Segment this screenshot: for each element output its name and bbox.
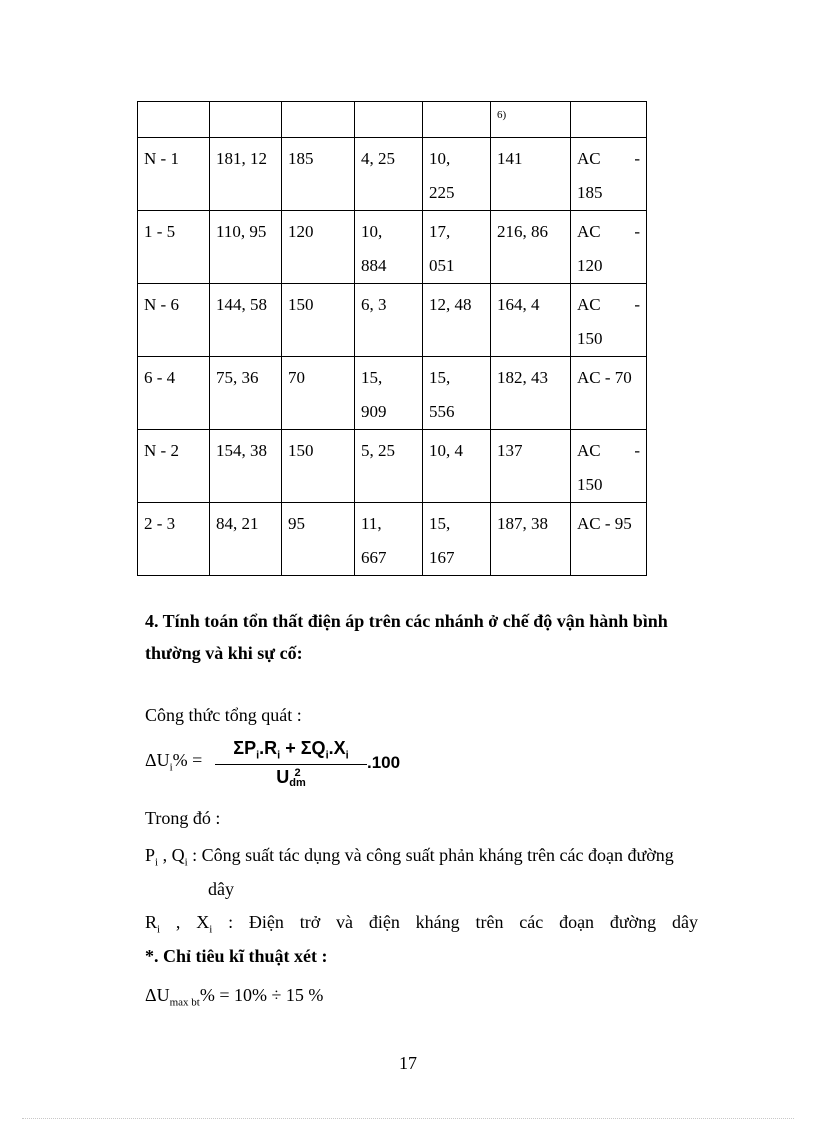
table-cell: 15, 167	[423, 503, 491, 576]
table-cell: 6, 3	[355, 284, 423, 357]
table-cell: 5, 25	[355, 430, 423, 503]
page-number: 17	[399, 1053, 417, 1073]
table-cell: 150	[282, 430, 355, 503]
where-label: Trong đó :	[145, 808, 221, 828]
table-cell: 120	[282, 211, 355, 284]
table-cell: AC - 95	[571, 503, 647, 576]
table-cell: 15, 556	[423, 357, 491, 430]
table-cell: 84, 21	[210, 503, 282, 576]
page-border-dots	[22, 1118, 794, 1119]
table-row	[138, 503, 647, 576]
table-row	[138, 357, 647, 430]
header-fragment: 6)	[497, 109, 507, 121]
section-heading: 4. Tính toán tổn thất điện áp trên các nhánh ở chế độ vận hành bình thường và khi sự cố:	[145, 611, 668, 663]
table-cell: 10, 225	[423, 138, 491, 211]
definition-p-q-continued: dây	[208, 879, 234, 899]
definition-r-x: $R_i$ , $X_i$ : Điện trở và điện kháng trên các đoạn đường dây	[145, 912, 698, 936]
table-cell: 1 - 5	[138, 211, 210, 284]
table-cell: AC - 150	[571, 430, 647, 503]
table-cell	[210, 102, 282, 138]
table-cell: N - 6	[138, 284, 210, 357]
criteria-value: $\Delta U_{max bt}\% = 10\% \div 15$ %	[145, 985, 324, 1009]
table-cell: AC - 70	[571, 357, 647, 430]
formula-numerator: $\Sigma P_i.R_i + \Sigma Q_i.X_i$	[215, 738, 367, 765]
table-row	[138, 138, 647, 211]
formula-fraction	[215, 738, 367, 788]
table-row	[138, 430, 647, 503]
table-cell: 2 - 3	[138, 503, 210, 576]
formula-denominator: U 2 dm	[276, 766, 306, 789]
table-cell: N - 1	[138, 138, 210, 211]
table-cell: 4, 25	[355, 138, 423, 211]
table-cell: 95	[282, 503, 355, 576]
table-cell: AC - 150	[571, 284, 647, 357]
table-cell: 164, 4	[491, 284, 571, 357]
table-cell: 181, 12	[210, 138, 282, 211]
table-cell	[282, 102, 355, 138]
table-cell: 141	[491, 138, 571, 211]
data-table	[137, 101, 647, 576]
table-cell: 137	[491, 430, 571, 503]
table-cell	[491, 102, 571, 138]
table-cell: 216, 86	[491, 211, 571, 284]
table-cell: N - 2	[138, 430, 210, 503]
formula-intro: Công thức tổng quát :	[145, 705, 302, 725]
table-cell: 187, 38	[491, 503, 571, 576]
table-cell	[355, 102, 423, 138]
table-row	[138, 284, 647, 357]
table-cell: 10, 884	[355, 211, 423, 284]
formula-multiplier: .100	[367, 753, 401, 772]
table-cell	[423, 102, 491, 138]
table-row	[138, 211, 647, 284]
table-cell: 150	[282, 284, 355, 357]
table-cell	[138, 102, 210, 138]
table-cell: 15, 909	[355, 357, 423, 430]
table-cell: 182, 43	[491, 357, 571, 430]
table-cell: AC - 185	[571, 138, 647, 211]
formula-lhs: $\Delta U_i\%$ =	[145, 750, 203, 774]
table-cell: 75, 36	[210, 357, 282, 430]
table-cell: AC - 120	[571, 211, 647, 284]
table-cell: 144, 58	[210, 284, 282, 357]
table-cell: 11, 667	[355, 503, 423, 576]
table-cell: 10, 4	[423, 430, 491, 503]
table-cell: 6 - 4	[138, 357, 210, 430]
criteria-heading: *. Chỉ tiêu kĩ thuật xét :	[145, 946, 328, 966]
table-cell: 70	[282, 357, 355, 430]
table-cell: 17, 051	[423, 211, 491, 284]
table-cell: 12, 48	[423, 284, 491, 357]
definition-p-q: $P_i$ , $Q_i$ : Công suất tác dụng và công suất phản kháng trên các đoạn đường	[145, 845, 674, 869]
table-cell	[571, 102, 647, 138]
table-cell: 110, 95	[210, 211, 282, 284]
table-cell: 154, 38	[210, 430, 282, 503]
table-cell: 185	[282, 138, 355, 211]
table-header-row	[138, 102, 647, 138]
